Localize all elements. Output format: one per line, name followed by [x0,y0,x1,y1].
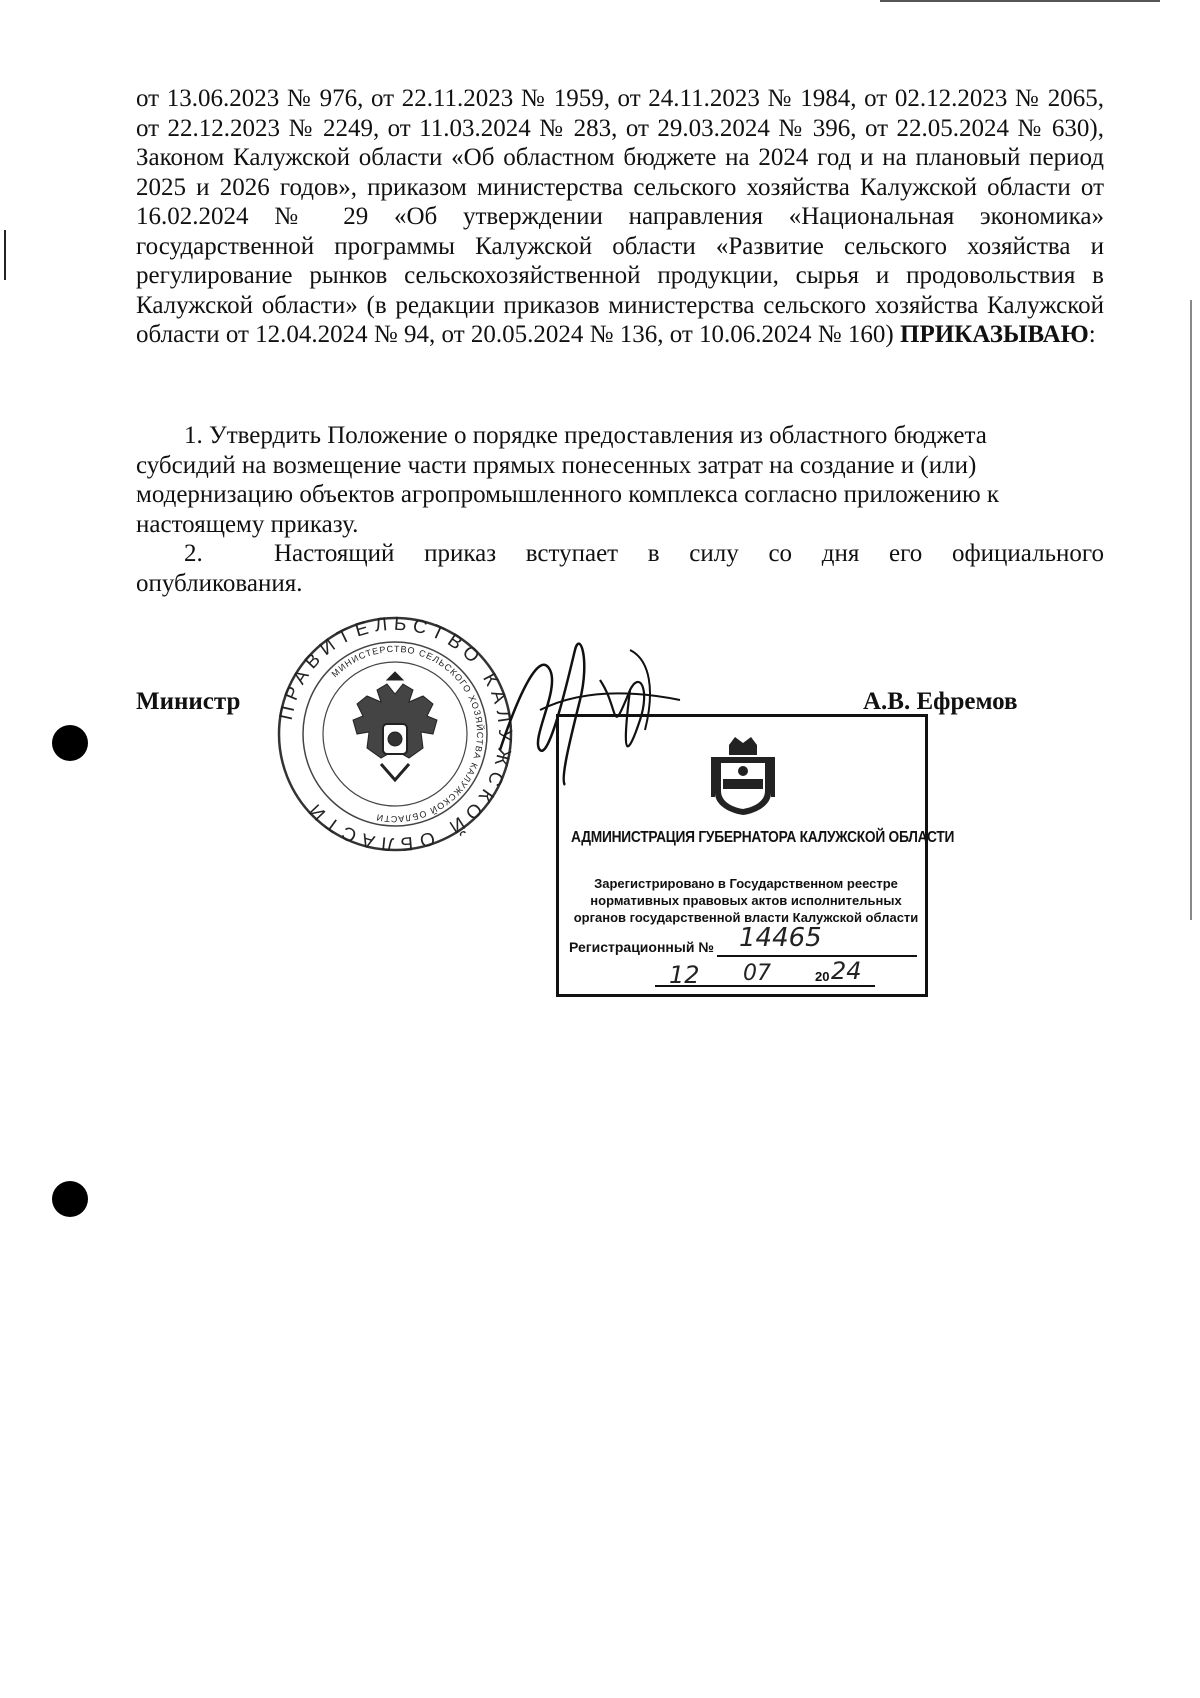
order-item-1-text: 1. Утвердить Положение о порядке предоставления из областного бюджета субсидий на возмещение части прямых понесенных затрат на создание и (или) модернизацию объектов агропромышленного комплекса согласно приложению к настоящему приказу. [136,422,1000,538]
seal-inner-text: МИНИСТЕРСТВО СЕЛЬСКОГО ХОЗЯЙСТВА КАЛУЖСКОЙ ОБЛАСТИ [329,643,486,825]
intro-paragraph [136,84,1104,350]
stamp-date-year-suffix: 24 [831,957,862,985]
order-item-2-line1: Настоящий приказ вступает в силу со дня его официального [274,540,1104,567]
scan-edge-mark-right [1190,300,1192,920]
order-item-1 [136,421,1036,539]
order-item-2 [136,539,1104,598]
stamp-title: АДМИНИСТРАЦИЯ ГУБЕРНАТОРА КАЛУЖСКОЙ ОБЛАСТИ [571,829,955,846]
stamp-reg-label: Регистрационный № [569,939,714,955]
stamp-reg-line [717,955,917,957]
coat-of-arms-icon [707,731,779,817]
seal-outer-text: ПРАВИТЕЛЬСТВО КАЛУЖСКОЙ ОБЛАСТИ [275,614,515,854]
double-headed-eagle-icon [353,672,437,780]
stamp-reg-number: 14465 [739,923,822,953]
signer-title: Министр [136,688,241,715]
stamp-date-year-prefix: 20 [815,969,830,984]
order-word: ПРИКАЗЫВАЮ [900,321,1089,348]
scan-top-mark [880,0,1160,2]
intro-text: от 13.06.2023 № 976, от 22.11.2023 № 1959, от 24.11.2023 № 1984, от 02.12.2023 № 2065, от 22.12.2023 № 2249, от 11.03.2024 № 283, от 29.03.2024 № 396, от 22.05.2024 № 630), Законом Калужской области «Об областном бюджете на 2024 год и на плановый период 2025 и 2026 годов», приказом министерства сельского хозяйства Калужской области от 16.02.2024 № 29 «Об утверждении направления «Национальная экономика» государственной программы Калужской области «Развитие сельского хозяйства и регулирование рынков сельскохозяйственной продукции, сырья и продовольствия в Калужской области» (в редакции приказов министерства сельского хозяйства Калужской области от 12.04.2024 № 94, от 20.05.2024 № 136, от 10.06.2024 № 160) [136,85,1104,348]
order-item-2-number: 2. [184,540,203,567]
scan-edge-mark-left [4,230,6,280]
stamp-text: Зарегистрировано в Государственном реестре нормативных правовых актов исполнительных органов государственной власти Калужской области [573,876,919,925]
punch-hole-bottom [52,1181,88,1217]
order-item-2-line2: опубликования. [136,569,303,597]
punch-hole-top [52,725,88,761]
signer-name: А.В. Ефремов [863,688,1018,715]
order-colon: : [1088,321,1096,348]
stamp-date-month: 07 [743,961,771,986]
stamp-date-day: 12 [669,961,700,989]
official-seal [275,614,515,854]
registration-stamp [556,714,955,997]
